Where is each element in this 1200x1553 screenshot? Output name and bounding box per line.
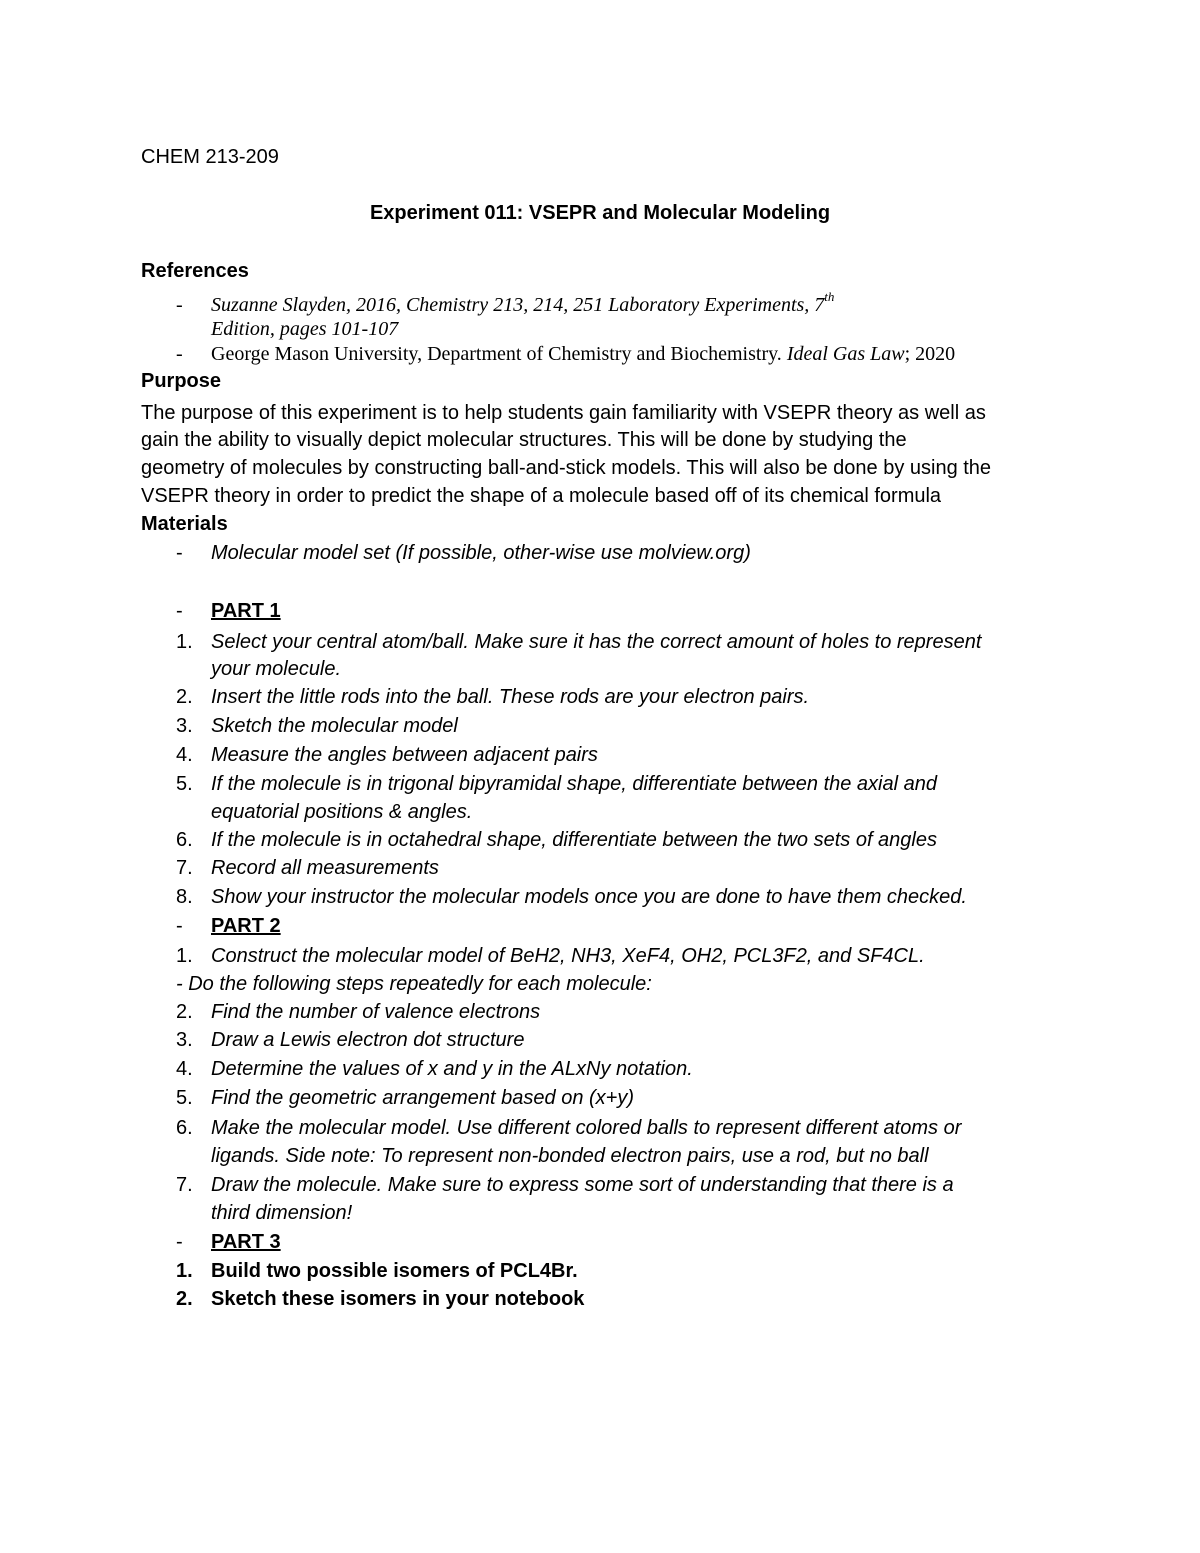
part-1-step-1-line-2: your molecule. [211, 658, 342, 680]
part-3-bullet: - [176, 1231, 183, 1253]
purpose-heading: Purpose [141, 370, 222, 392]
part-2-step-4-number: 4. [176, 1058, 193, 1080]
purpose-line-4: VSEPR theory in order to predict the shape of a molecule based off of its chemical formula [141, 485, 942, 507]
part-1-step-6-number: 6. [176, 829, 193, 851]
reference-1-line-2: Edition, pages 101-107 [211, 318, 399, 340]
part-1-step-8-number: 8. [176, 886, 193, 908]
part-2-step-4: Determine the values of x and y in the ALxNy notation. [211, 1058, 693, 1080]
part-2-step-5-number: 5. [176, 1087, 193, 1109]
part-2-step-1: Construct the molecular model of BeH2, NH3, XeF4, OH2, PCL3F2, and SF4CL. [211, 945, 925, 967]
part-3-step-1: Build two possible isomers of PCL4Br. [211, 1260, 578, 1282]
reference-1-line-1: Suzanne Slayden, 2016, Chemistry 213, 214, 251 Laboratory Experiments, 7 [211, 294, 825, 316]
reference-2-main: George Mason University, Department of Chemistry and Biochemistry. [211, 343, 787, 365]
reference-2-tail: ; 2020 [904, 343, 956, 365]
materials-bullet: - [176, 542, 183, 564]
part-2-step-3: Draw a Lewis electron dot structure [211, 1029, 525, 1051]
part-1-step-7: Record all measurements [211, 857, 439, 879]
part-1-step-2-number: 2. [176, 686, 193, 708]
part-2-step-7-line-1: Draw the molecule. Make sure to express some sort of understanding that there is a [211, 1174, 954, 1196]
part-1-bullet: - [176, 600, 183, 622]
part-2-bullet: - [176, 915, 183, 937]
part-1-step-4: Measure the angles between adjacent pairs [211, 744, 598, 766]
part-1-step-1-line-1: Select your central atom/ball. Make sure it has the correct amount of holes to represent [211, 631, 982, 653]
purpose-line-2: gain the ability to visually depict molecular structures. This will be done by studying the [141, 429, 907, 451]
part-1-step-2: Insert the little rods into the ball. These rods are your electron pairs. [211, 686, 810, 708]
course-code: CHEM 213-209 [141, 146, 279, 168]
part-3-step-1-number: 1. [176, 1260, 193, 1282]
part-2-heading: PART 2 [211, 915, 281, 937]
document-title: Experiment 011: VSEPR and Molecular Modeling [369, 202, 831, 224]
part-2-step-1-number: 1. [176, 945, 193, 967]
reference-1-superscript: th [824, 289, 835, 305]
reference-2-bullet: - [176, 343, 183, 365]
part-1-heading: PART 1 [211, 600, 281, 622]
part-1-step-1-number: 1. [176, 631, 193, 653]
part-1-step-5-line-1: If the molecule is in trigonal bipyramidal shape, differentiate between the axial and [211, 773, 937, 795]
reference-1 [211, 289, 835, 318]
part-2-step-6-number: 6. [176, 1117, 193, 1139]
part-1-step-6: If the molecule is in octahedral shape, differentiate between the two sets of angles [211, 829, 937, 851]
part-2-step-2: Find the number of valence electrons [211, 1001, 541, 1023]
part-1-step-4-number: 4. [176, 744, 193, 766]
part-2-step-6-line-1: Make the molecular model. Use different colored balls to represent different atoms or [211, 1117, 962, 1139]
part-3-step-2: Sketch these isomers in your notebook [211, 1288, 585, 1310]
part-1-step-5-number: 5. [176, 773, 193, 795]
part-2-step-5: Find the geometric arrangement based on (x+y) [211, 1087, 634, 1109]
part-2-step-3-number: 3. [176, 1029, 193, 1051]
purpose-line-3: geometry of molecules by constructing ball-and-stick models. This will also be done by using the [141, 457, 992, 479]
part-2-step-6-line-2: ligands. Side note: To represent non-bonded electron pairs, use a rod, but no ball [211, 1145, 929, 1167]
part-2-step-2-number: 2. [176, 1001, 193, 1023]
part-2-note: - Do the following steps repeatedly for each molecule: [176, 973, 652, 995]
part-2-step-7-line-2: third dimension! [211, 1202, 353, 1224]
reference-2 [211, 341, 955, 367]
part-3-heading: PART 3 [211, 1231, 281, 1253]
reference-2-title: Ideal Gas Law [786, 343, 905, 365]
part-1-step-7-number: 7. [176, 857, 193, 879]
materials-item: Molecular model set (If possible, other-wise use molview.org) [211, 542, 751, 564]
purpose-line-1: The purpose of this experiment is to help students gain familiarity with VSEPR theory as well as [141, 402, 986, 424]
part-1-step-3: Sketch the molecular model [211, 715, 458, 737]
part-1-step-5-line-2: equatorial positions & angles. [211, 801, 473, 823]
part-1-step-3-number: 3. [176, 715, 193, 737]
part-1-step-8: Show your instructor the molecular models once you are done to have them checked. [211, 886, 967, 908]
part-3-step-2-number: 2. [176, 1288, 193, 1310]
reference-1-bullet: - [176, 294, 183, 316]
materials-heading: Materials [141, 513, 228, 535]
references-heading: References [141, 260, 249, 282]
part-2-step-7-number: 7. [176, 1174, 193, 1196]
